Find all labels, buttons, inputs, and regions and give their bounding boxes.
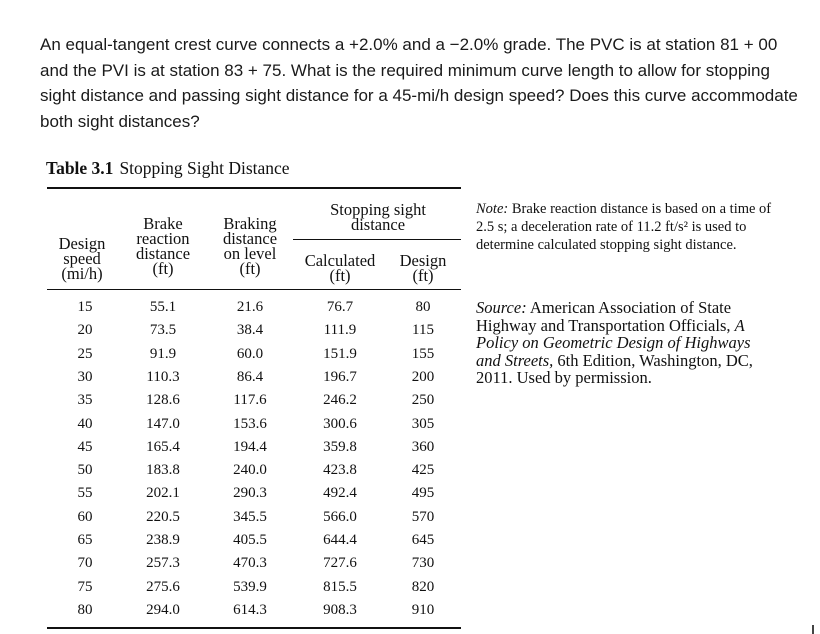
header-bottom-rule	[47, 289, 461, 290]
cell-speed: 80	[77, 601, 93, 618]
cell-brake-reaction: 147.0	[146, 415, 180, 432]
cell-speed: 35	[77, 392, 93, 409]
cell-speed: 15	[77, 299, 93, 315]
cell-design: 495	[411, 485, 435, 502]
cell-braking-distance: 38.4	[236, 322, 264, 339]
cell-speed: 50	[77, 462, 93, 479]
cell-calculated: 908.3	[323, 601, 357, 618]
cell-braking-distance: 290.3	[233, 485, 267, 502]
cell-speed: 25	[77, 345, 93, 362]
cell-calculated: 492.4	[323, 485, 357, 502]
cell-brake-reaction: 73.5	[149, 322, 177, 339]
source-label: Source:	[476, 298, 527, 317]
cell-brake-reaction: 183.8	[146, 462, 180, 479]
header-calculated: Calculated (ft)	[304, 251, 376, 285]
cell-braking-distance: 345.5	[233, 508, 267, 525]
cell-design: 360	[411, 438, 435, 455]
table-caption	[46, 158, 290, 179]
header-stopping-sight-distance: Stopping sight distance	[330, 200, 426, 234]
cell-calculated: 151.9	[323, 345, 357, 362]
cell-braking-distance: 539.9	[233, 578, 267, 595]
cell-braking-distance: 405.5	[233, 532, 267, 548]
header-design-speed: Design speed (mi/h)	[58, 234, 106, 283]
cell-calculated: 196.7	[323, 368, 357, 385]
cell-calculated: 566.0	[323, 508, 357, 525]
cell-calculated: 423.8	[323, 462, 357, 479]
cell-calculated: 111.9	[323, 322, 357, 339]
table-source	[476, 299, 776, 387]
cell-braking-distance: 21.6	[236, 299, 264, 315]
cell-speed: 60	[77, 508, 93, 525]
cell-design: 570	[411, 508, 435, 525]
cell-brake-reaction: 55.1	[149, 299, 177, 315]
cell-design: 115	[412, 322, 434, 339]
header-brake-reaction: Brake reaction distance (ft)	[135, 214, 191, 278]
cell-braking-distance: 470.3	[233, 555, 267, 572]
cell-design: 250	[411, 392, 435, 409]
cell-braking-distance: 117.6	[233, 392, 267, 409]
note-label: Note:	[476, 201, 509, 217]
cell-calculated: 815.5	[323, 578, 357, 595]
header-braking-distance: Braking distance on level (ft)	[222, 214, 278, 278]
table-title: Stopping Sight Distance	[119, 158, 290, 178]
table-number: Table 3.1	[46, 158, 114, 178]
cell-brake-reaction: 202.1	[146, 485, 180, 502]
cell-speed: 40	[77, 415, 93, 432]
cell-design: 200	[411, 368, 435, 385]
cell-brake-reaction: 165.4	[146, 438, 180, 455]
cell-braking-distance: 86.4	[236, 368, 264, 385]
cell-calculated: 727.6	[323, 555, 357, 572]
header-design: Design (ft)	[399, 251, 447, 285]
problem-statement: An equal-tangent crest curve connects a +2.0% and a −2.0% grade. The PVC is at station 81 + 00 and the PVI is at station 83 + 75. What is the required minimum curve length to allow for stopping sight distance and passing sight distance for a 45-mi/h design speed? Does this curve accommodate both sight distances?	[40, 35, 798, 131]
cell-calculated: 644.4	[323, 532, 357, 548]
cell-braking-distance: 60.0	[236, 345, 264, 362]
cell-brake-reaction: 220.5	[146, 508, 180, 525]
cell-brake-reaction: 257.3	[146, 555, 180, 572]
cell-brake-reaction: 128.6	[146, 392, 180, 409]
cell-design: 305	[411, 415, 435, 432]
table-note	[476, 200, 776, 254]
cell-speed: 30	[77, 368, 93, 385]
cell-design: 155	[411, 345, 435, 362]
cell-speed: 45	[77, 438, 93, 455]
cell-calculated: 300.6	[323, 415, 357, 432]
cell-speed: 20	[77, 322, 93, 339]
cell-speed: 65	[77, 532, 93, 548]
cell-design: 820	[411, 578, 435, 595]
cell-brake-reaction: 294.0	[146, 601, 180, 618]
cell-design: 910	[411, 601, 435, 618]
cell-calculated: 246.2	[323, 392, 357, 409]
source-permission: Used by permission.	[516, 368, 652, 387]
cell-calculated: 359.8	[323, 438, 357, 455]
text-cursor	[812, 625, 814, 634]
cell-brake-reaction: 110.3	[146, 368, 180, 385]
cell-brake-reaction: 91.9	[149, 345, 177, 362]
note-text: Brake reaction distance is based on a time of 2.5 s; a deceleration rate of 11.2 ft/s² is used to determine calculated stopping sight distance.	[476, 201, 772, 253]
cell-design: 80	[415, 299, 431, 315]
cell-braking-distance: 153.6	[233, 415, 267, 432]
cell-braking-distance: 194.4	[233, 438, 267, 455]
table-top-rule	[47, 187, 461, 189]
cell-braking-distance: 614.3	[233, 601, 267, 618]
ssd-group-rule	[293, 239, 461, 240]
cell-brake-reaction: 275.6	[146, 578, 180, 595]
cell-brake-reaction: 238.9	[146, 532, 180, 548]
cell-speed: 55	[77, 485, 93, 502]
table-bottom-rule	[47, 627, 461, 629]
cell-calculated: 76.7	[326, 299, 354, 315]
cell-design: 645	[411, 532, 435, 548]
source-org: American Association of State Highway and Transportation Officials,	[476, 298, 732, 335]
cell-design: 425	[411, 462, 435, 479]
cell-speed: 70	[77, 555, 93, 572]
cell-design: 730	[411, 555, 435, 572]
cell-speed: 75	[77, 578, 93, 595]
source-publication-title: A Policy on Geometric Design of Highways and Streets,	[476, 315, 751, 370]
cell-braking-distance: 240.0	[233, 462, 267, 479]
source-edition: 6th Edition, Washington, DC, 2011.	[476, 350, 753, 387]
